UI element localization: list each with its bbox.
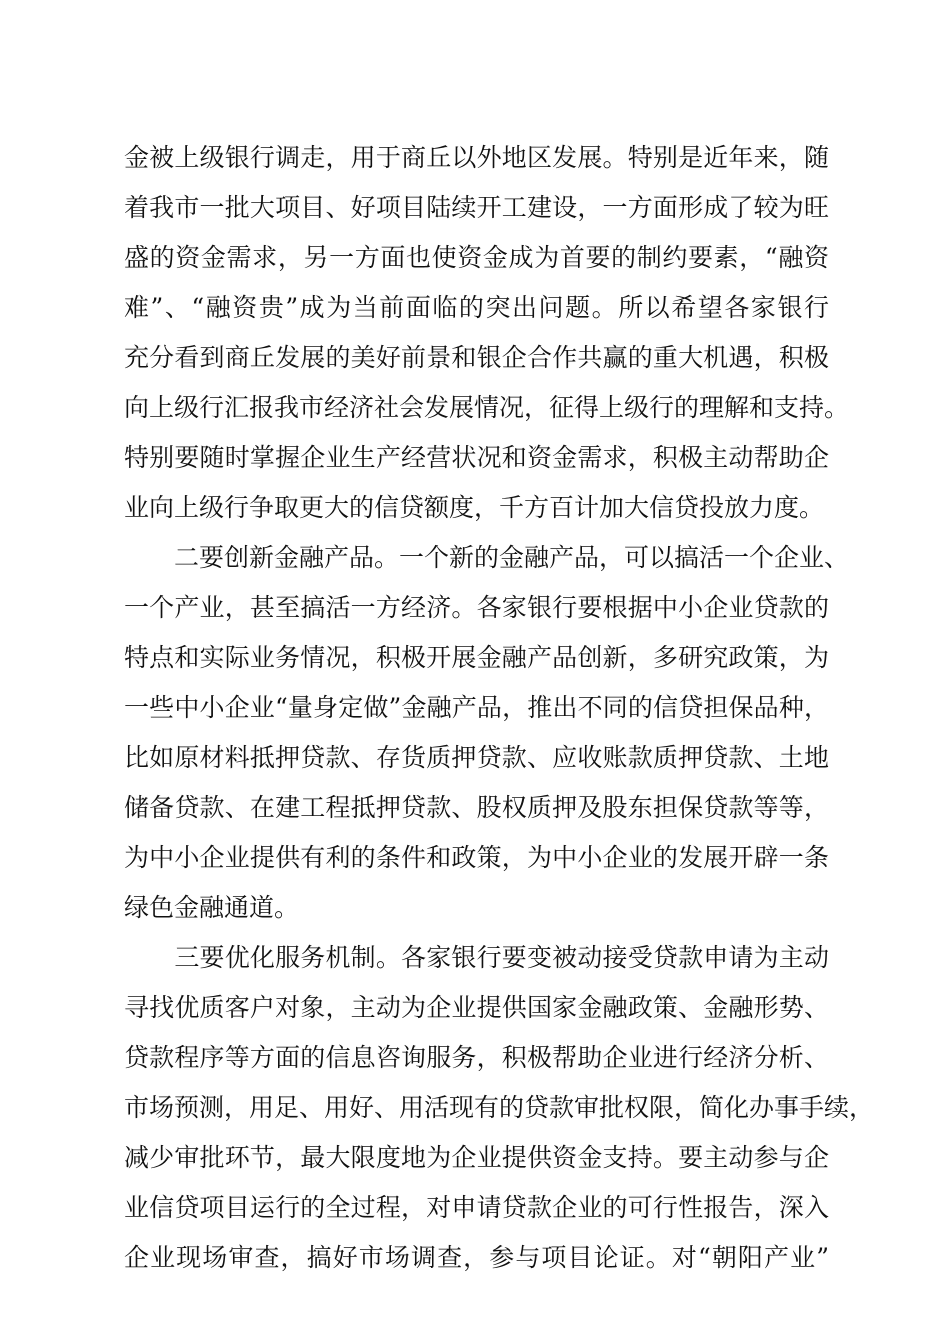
text-line: 贷款程序等方面的信息咨询服务，积极帮助企业进行经济分析、 <box>124 1043 829 1072</box>
text-line: 企业现场审查，搞好市场调查，参与项目论证。对“朝阳产业” <box>124 1243 829 1272</box>
text-line: 储备贷款、在建工程抵押贷款、股权质押及股东担保贷款等等， <box>124 793 829 822</box>
text-line: 一些中小企业“量身定做”金融产品，推出不同的信贷担保品种， <box>124 693 829 722</box>
text-line: 着我市一批大项目、好项目陆续开工建设，一方面形成了较为旺 <box>124 193 829 222</box>
text-line: 业信贷项目运行的全过程，对申请贷款企业的可行性报告，深入 <box>124 1193 829 1222</box>
text-line: 为中小企业提供有利的条件和政策，为中小企业的发展开辟一条 <box>124 843 829 872</box>
text-line: 盛的资金需求，另一方面也使资金成为首要的制约要素，“融资 <box>124 243 829 272</box>
text-line: 比如原材料抵押贷款、存货质押贷款、应收账款质押贷款、土地 <box>124 743 829 772</box>
text-line: 一个产业，甚至搞活一方经济。各家银行要根据中小企业贷款的 <box>124 593 829 622</box>
text-line: 二要创新金融产品。一个新的金融产品，可以搞活一个企业、 <box>124 543 850 572</box>
text-line: 减少审批环节，最大限度地为企业提供资金支持。要主动参与企 <box>124 1143 829 1172</box>
text-line: 特点和实际业务情况，积极开展金融产品创新，多研究政策，为 <box>124 643 829 672</box>
text-line: 业向上级行争取更大的信贷额度，千方百计加大信贷投放力度。 <box>124 493 825 522</box>
text-line: 特别要随时掌握企业生产经营状况和资金需求，积极主动帮助企 <box>124 443 829 472</box>
text-line: 三要优化服务机制。各家银行要变被动接受贷款申请为主动 <box>124 943 829 972</box>
text-line: 充分看到商丘发展的美好前景和银企合作共赢的重大机遇，积极 <box>124 343 829 372</box>
text-line: 绿色金融通道。 <box>124 893 300 922</box>
text-line: 市场预测，用足、用好、用活现有的贷款审批权限，简化办事手续， <box>124 1093 875 1122</box>
text-line: 金被上级银行调走，用于商丘以外地区发展。特别是近年来，随 <box>124 143 829 172</box>
text-line: 寻找优质客户对象，主动为企业提供国家金融政策、金融形势、 <box>124 993 829 1022</box>
text-line: 向上级行汇报我市经济社会发展情况，征得上级行的理解和支持。 <box>124 393 850 422</box>
text-line: 难”、“融资贵”成为当前面临的突出问题。所以希望各家银行 <box>124 293 829 322</box>
